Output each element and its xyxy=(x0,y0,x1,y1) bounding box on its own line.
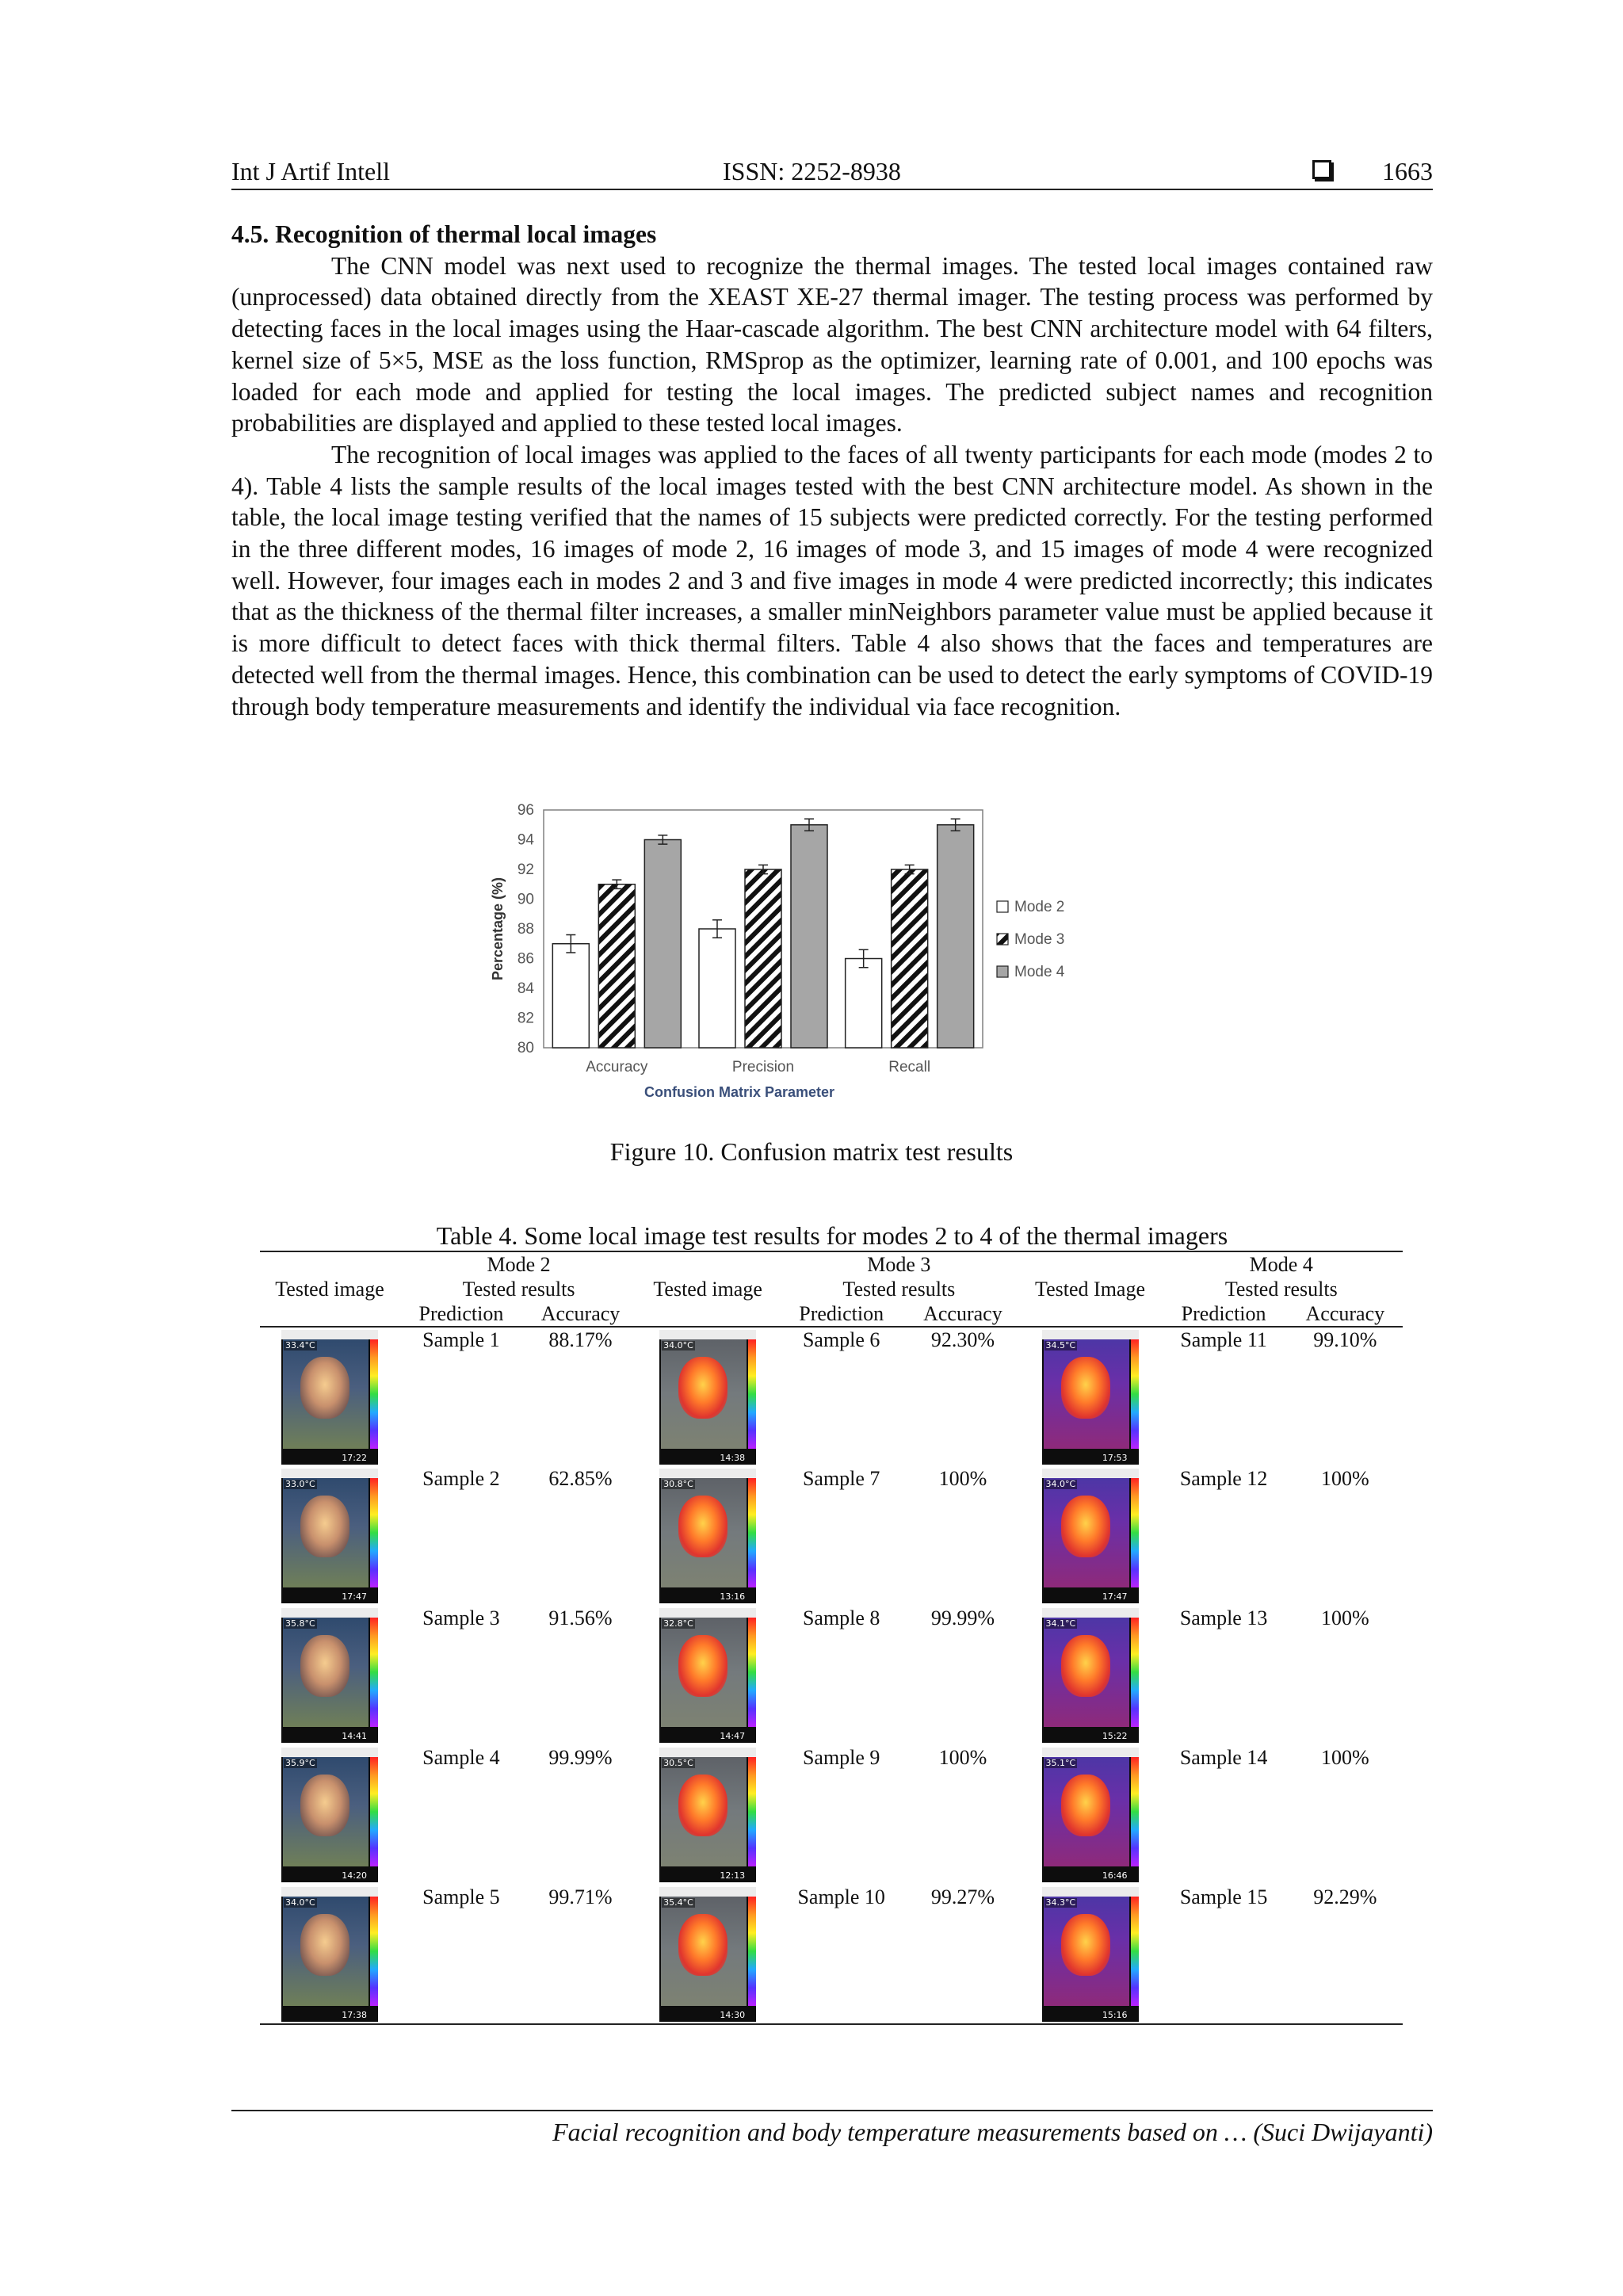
thermal-image xyxy=(1042,1330,1139,1465)
temperature-readout: 35.9°C xyxy=(285,1758,315,1768)
temperature-readout: 32.8°C xyxy=(663,1618,693,1629)
camera-status-bar xyxy=(281,1887,378,1897)
x-tick-label: Precision xyxy=(731,1059,795,1075)
y-tick-label: 80 xyxy=(517,1040,534,1056)
face-heat-region xyxy=(300,1635,349,1697)
y-tick-label: 92 xyxy=(517,861,534,878)
camera-status-bar xyxy=(281,1748,378,1757)
table-header-row-tested xyxy=(260,1277,1403,1301)
temperature-readout: 33.0°C xyxy=(285,1479,315,1489)
face-heat-region xyxy=(1061,1775,1110,1836)
temperature-readout: 34.5°C xyxy=(1045,1340,1076,1350)
figure-caption: Figure 10. Confusion matrix test results xyxy=(609,1137,1014,1166)
tested-image-cell xyxy=(260,1606,399,1745)
thermal-image xyxy=(281,1887,378,2022)
journal-name: Int J Artif Intell xyxy=(231,157,390,185)
running-header xyxy=(231,155,1433,190)
prediction-cell: Sample 14 xyxy=(1179,1746,1268,1769)
accuracy-header: Accuracy xyxy=(905,1301,1020,1327)
tested-image-cell xyxy=(638,1745,777,1885)
bar-mode-3 xyxy=(892,869,928,1048)
table-row xyxy=(260,1745,1403,1885)
mode-2-header: Mode 2 xyxy=(399,1251,638,1277)
timestamp: 17:38 xyxy=(342,2010,367,2020)
tested-image-cell xyxy=(638,1885,777,2024)
face-heat-region xyxy=(1061,1914,1110,1976)
y-tick-label: 88 xyxy=(517,921,534,938)
thermal-image xyxy=(1042,1469,1139,1603)
timestamp: 12:13 xyxy=(720,1870,746,1881)
prediction-cell: Sample 1 xyxy=(422,1328,500,1351)
face-heat-region xyxy=(678,1357,727,1419)
running-footer xyxy=(231,2110,1433,2146)
bar-mode-3 xyxy=(598,884,635,1048)
tested-results-header: Tested results xyxy=(462,1278,575,1301)
camera-status-bar xyxy=(1042,1748,1139,1757)
temperature-readout: 34.0°C xyxy=(663,1340,693,1350)
tested-results-header: Tested results xyxy=(842,1278,956,1301)
section-body xyxy=(231,219,1433,722)
prediction-cell: Sample 10 xyxy=(777,1885,905,2024)
legend-label: Mode 3 xyxy=(1014,931,1065,948)
camera-status-bar xyxy=(659,1748,756,1757)
color-scale-bar xyxy=(1131,1897,1139,2006)
camera-status-bar xyxy=(659,1887,756,1897)
thermal-image xyxy=(659,1608,756,1743)
temperature-readout: 30.8°C xyxy=(663,1479,693,1489)
thermal-image xyxy=(659,1887,756,2022)
bar-mode-2 xyxy=(846,959,882,1049)
thermal-image xyxy=(1042,1887,1139,2022)
face-heat-region xyxy=(300,1496,349,1557)
color-scale-bar xyxy=(370,1757,378,1866)
temperature-readout: 35.4°C xyxy=(663,1897,693,1908)
thermal-image xyxy=(281,1608,378,1743)
tested-image-header: Tested image xyxy=(653,1278,762,1301)
bar-mode-2 xyxy=(699,929,735,1048)
camera-status-bar xyxy=(659,1330,756,1339)
table-caption: Table 4. Some local image test results for modes 2 to 4 of the thermal imagers xyxy=(436,1221,1228,1250)
bar-mode-4 xyxy=(791,825,827,1048)
color-scale-bar xyxy=(1131,1618,1139,1727)
bar-mode-4 xyxy=(644,840,681,1049)
color-scale-bar xyxy=(370,1478,378,1587)
timestamp: 14:20 xyxy=(342,1870,367,1881)
tested-image-cell xyxy=(260,1466,399,1606)
table-header-row-subcols xyxy=(260,1301,1403,1327)
timestamp: 15:16 xyxy=(1102,2010,1128,2020)
timestamp: 14:41 xyxy=(342,1731,367,1741)
temperature-readout: 34.0°C xyxy=(1045,1479,1076,1489)
accuracy-cell: 100% xyxy=(938,1467,987,1490)
color-scale-bar xyxy=(748,1897,756,2006)
timestamp: 15:22 xyxy=(1102,1731,1128,1741)
camera-status-bar xyxy=(1042,1608,1139,1618)
y-tick-label: 86 xyxy=(517,950,534,968)
prediction-cell: Sample 12 xyxy=(1179,1467,1268,1490)
y-tick-label: 90 xyxy=(517,891,534,908)
camera-status-bar xyxy=(281,1330,378,1339)
legend-swatch xyxy=(997,966,1008,977)
timestamp: 14:30 xyxy=(720,2010,746,2020)
accuracy-cell: 88.17% xyxy=(548,1328,613,1351)
temperature-readout: 30.5°C xyxy=(663,1758,693,1768)
camera-status-bar xyxy=(1042,1330,1139,1339)
y-tick-label: 84 xyxy=(517,980,534,997)
figure-10-chart xyxy=(475,793,1141,1125)
temperature-readout: 34.0°C xyxy=(285,1897,315,1908)
accuracy-cell: 100% xyxy=(1321,1467,1369,1490)
accuracy-cell: 92.30% xyxy=(930,1328,995,1351)
timestamp: 14:38 xyxy=(720,1453,746,1463)
face-heat-region xyxy=(678,1496,727,1557)
face-heat-region xyxy=(678,1635,727,1697)
timestamp: 17:53 xyxy=(1102,1453,1128,1463)
table-row xyxy=(260,1466,1403,1606)
page-number: 1663 xyxy=(1382,157,1433,185)
legend-label: Mode 2 xyxy=(1014,899,1065,915)
x-tick-label: Accuracy xyxy=(586,1059,648,1075)
y-axis-label: Percentage (%) xyxy=(490,877,506,981)
prediction-cell: Sample 13 xyxy=(1179,1606,1268,1629)
color-scale-bar xyxy=(748,1757,756,1866)
accuracy-cell: 91.56% xyxy=(548,1606,613,1629)
bar-mode-3 xyxy=(745,869,781,1048)
prediction-cell: Sample 4 xyxy=(422,1746,500,1769)
tested-image-header: Tested image xyxy=(275,1278,384,1301)
issn: ISSN: 2252-8938 xyxy=(723,157,901,185)
timestamp: 17:47 xyxy=(1102,1591,1128,1602)
color-scale-bar xyxy=(748,1478,756,1587)
thermal-image xyxy=(1042,1748,1139,1882)
thermal-image xyxy=(1042,1608,1139,1743)
mode-3-header: Mode 3 xyxy=(777,1251,1020,1277)
accuracy-header: Accuracy xyxy=(523,1301,638,1327)
legend-swatch xyxy=(997,901,1008,912)
prediction-header: Prediction xyxy=(1160,1301,1288,1327)
table-row xyxy=(260,1606,1403,1745)
camera-status-bar xyxy=(1042,1469,1139,1478)
mode-4-header: Mode 4 xyxy=(1160,1251,1403,1277)
prediction-header: Prediction xyxy=(777,1301,905,1327)
accuracy-header: Accuracy xyxy=(1288,1301,1403,1327)
accuracy-cell: 100% xyxy=(938,1746,987,1769)
legend-label: Mode 4 xyxy=(1014,964,1065,980)
color-scale-bar xyxy=(1131,1757,1139,1866)
footer-text: Facial recognition and body temperature measurements based on … (Suci Dwijayanti) xyxy=(552,2118,1433,2146)
bar-mode-4 xyxy=(938,825,974,1048)
table-row xyxy=(260,1327,1403,1466)
camera-status-bar xyxy=(281,1469,378,1478)
accuracy-cell: 62.85% xyxy=(548,1467,613,1490)
tested-image-cell xyxy=(260,1327,399,1466)
color-scale-bar xyxy=(748,1618,756,1727)
accuracy-cell: 99.27% xyxy=(905,1885,1020,2024)
face-heat-region xyxy=(1061,1357,1110,1419)
table-header-row-modes xyxy=(260,1251,1403,1277)
temperature-readout: 35.8°C xyxy=(285,1618,315,1629)
tested-image-cell xyxy=(1021,1466,1160,1606)
timestamp: 13:16 xyxy=(720,1591,746,1602)
temperature-readout: 33.4°C xyxy=(285,1340,315,1350)
table-body xyxy=(260,1327,1403,2024)
face-heat-region xyxy=(678,1914,727,1976)
x-tick-label: Recall xyxy=(888,1059,931,1075)
color-scale-bar xyxy=(1131,1478,1139,1587)
page-box-icon xyxy=(1312,160,1331,179)
paragraph-2: The recognition of local images was applied to the faces of all twenty participants for each mode (modes 2 to 4). Table 4 lists the sample results of the local images tested with the best CNN architecture model. As shown in the table, the local image testing verified that the names of 15 subjects were predicted correctly. For the testing performed in the three different modes, 16 images of mode 2, 16 images of mode 3, and 15 images of mode 4 were recognized well. However, four images each in modes 2 and 3 and five images in mode 4 were predicted incorrectly; this indicates that as the thickness of the thermal filter increases, a smaller minNeighbors parameter value must be applied because it is more difficult to detect faces with thick thermal filters. Table 4 also shows that the faces and temperatures are detected well from the thermal images. Hence, this combination can be used to detect the early symptoms of COVID-19 through body temperature measurements and identify the individual via face recognition. xyxy=(231,440,1433,720)
prediction-cell: Sample 5 xyxy=(399,1885,523,2024)
bar-chart xyxy=(475,793,1141,1125)
camera-status-bar xyxy=(1042,1887,1139,1897)
tested-image-cell xyxy=(638,1606,777,1745)
tested-image-cell xyxy=(1021,1745,1160,1885)
face-heat-region xyxy=(678,1775,727,1836)
tested-image-cell xyxy=(1021,1885,1160,2024)
face-heat-region xyxy=(300,1357,349,1419)
face-heat-region xyxy=(300,1775,349,1836)
accuracy-cell: 99.10% xyxy=(1313,1328,1377,1351)
tested-results-header: Tested results xyxy=(1224,1278,1338,1301)
timestamp: 16:46 xyxy=(1102,1870,1128,1881)
timestamp: 17:47 xyxy=(342,1591,367,1602)
face-heat-region xyxy=(1061,1496,1110,1557)
prediction-cell: Sample 8 xyxy=(802,1606,880,1629)
tested-image-cell xyxy=(638,1466,777,1606)
accuracy-cell: 100% xyxy=(1321,1606,1369,1629)
temperature-readout: 35.1°C xyxy=(1045,1758,1076,1768)
prediction-cell: Sample 11 xyxy=(1180,1328,1267,1351)
camera-status-bar xyxy=(659,1469,756,1478)
paragraph-1: The CNN model was next used to recognize the thermal images. The tested local images contained raw (unprocessed) data obtained directly from the XEAST XE-27 thermal imager. The testing process was performed by detecting faces in the local images using the Haar-cascade algorithm. The best CNN architecture model with 64 filters, kernel size of 5×5, MSE as the loss function, RMSprop as the optimizer, learning rate of 0.001, and 100 epochs was loaded for each mode and applied for testing the local images. The predicted subject names and recognition probabilities are displayed and applied to these tested local images. xyxy=(231,251,1433,437)
color-scale-bar xyxy=(1131,1339,1139,1449)
face-heat-region xyxy=(1061,1635,1110,1697)
accuracy-cell: 99.99% xyxy=(548,1746,613,1769)
thermal-image xyxy=(659,1330,756,1465)
legend-swatch xyxy=(997,934,1008,945)
camera-status-bar xyxy=(281,1608,378,1618)
accuracy-cell: 99.99% xyxy=(930,1606,995,1629)
accuracy-cell: 92.29% xyxy=(1288,1885,1403,2024)
timestamp: 17:22 xyxy=(342,1453,367,1463)
temperature-readout: 34.3°C xyxy=(1045,1897,1076,1908)
timestamp: 14:47 xyxy=(720,1731,746,1741)
tested-image-cell xyxy=(260,1745,399,1885)
prediction-cell: Sample 2 xyxy=(422,1467,500,1490)
thermal-image xyxy=(659,1469,756,1603)
prediction-cell: Sample 6 xyxy=(802,1328,880,1351)
tested-image-cell xyxy=(1021,1327,1160,1466)
y-tick-label: 94 xyxy=(517,831,534,849)
prediction-cell: Sample 9 xyxy=(802,1746,880,1769)
prediction-cell: Sample 3 xyxy=(422,1606,500,1629)
x-axis-label: Confusion Matrix Parameter xyxy=(643,1084,835,1100)
bar-mode-2 xyxy=(552,944,589,1048)
section-heading: 4.5. Recognition of thermal local images xyxy=(231,220,657,248)
thermal-image xyxy=(281,1469,378,1603)
temperature-readout: 34.1°C xyxy=(1045,1618,1076,1629)
prediction-header: Prediction xyxy=(399,1301,523,1327)
accuracy-cell: 99.71% xyxy=(523,1885,638,2024)
color-scale-bar xyxy=(370,1897,378,2006)
thermal-image xyxy=(659,1748,756,1882)
color-scale-bar xyxy=(370,1618,378,1727)
tested-image-header: Tested Image xyxy=(1035,1278,1145,1301)
tested-image-cell xyxy=(1021,1606,1160,1745)
accuracy-cell: 100% xyxy=(1321,1746,1369,1769)
face-heat-region xyxy=(300,1914,349,1976)
y-tick-label: 96 xyxy=(517,802,534,819)
thermal-image xyxy=(281,1330,378,1465)
tested-image-cell xyxy=(638,1327,777,1466)
thermal-image xyxy=(281,1748,378,1882)
tested-image-cell xyxy=(260,1885,399,2024)
table-row xyxy=(260,1885,1403,2024)
results-table xyxy=(260,1251,1403,2025)
color-scale-bar xyxy=(748,1339,756,1449)
prediction-cell: Sample 15 xyxy=(1160,1885,1288,2024)
y-tick-label: 82 xyxy=(517,1010,534,1027)
color-scale-bar xyxy=(370,1339,378,1449)
camera-status-bar xyxy=(659,1608,756,1618)
prediction-cell: Sample 7 xyxy=(802,1467,880,1490)
